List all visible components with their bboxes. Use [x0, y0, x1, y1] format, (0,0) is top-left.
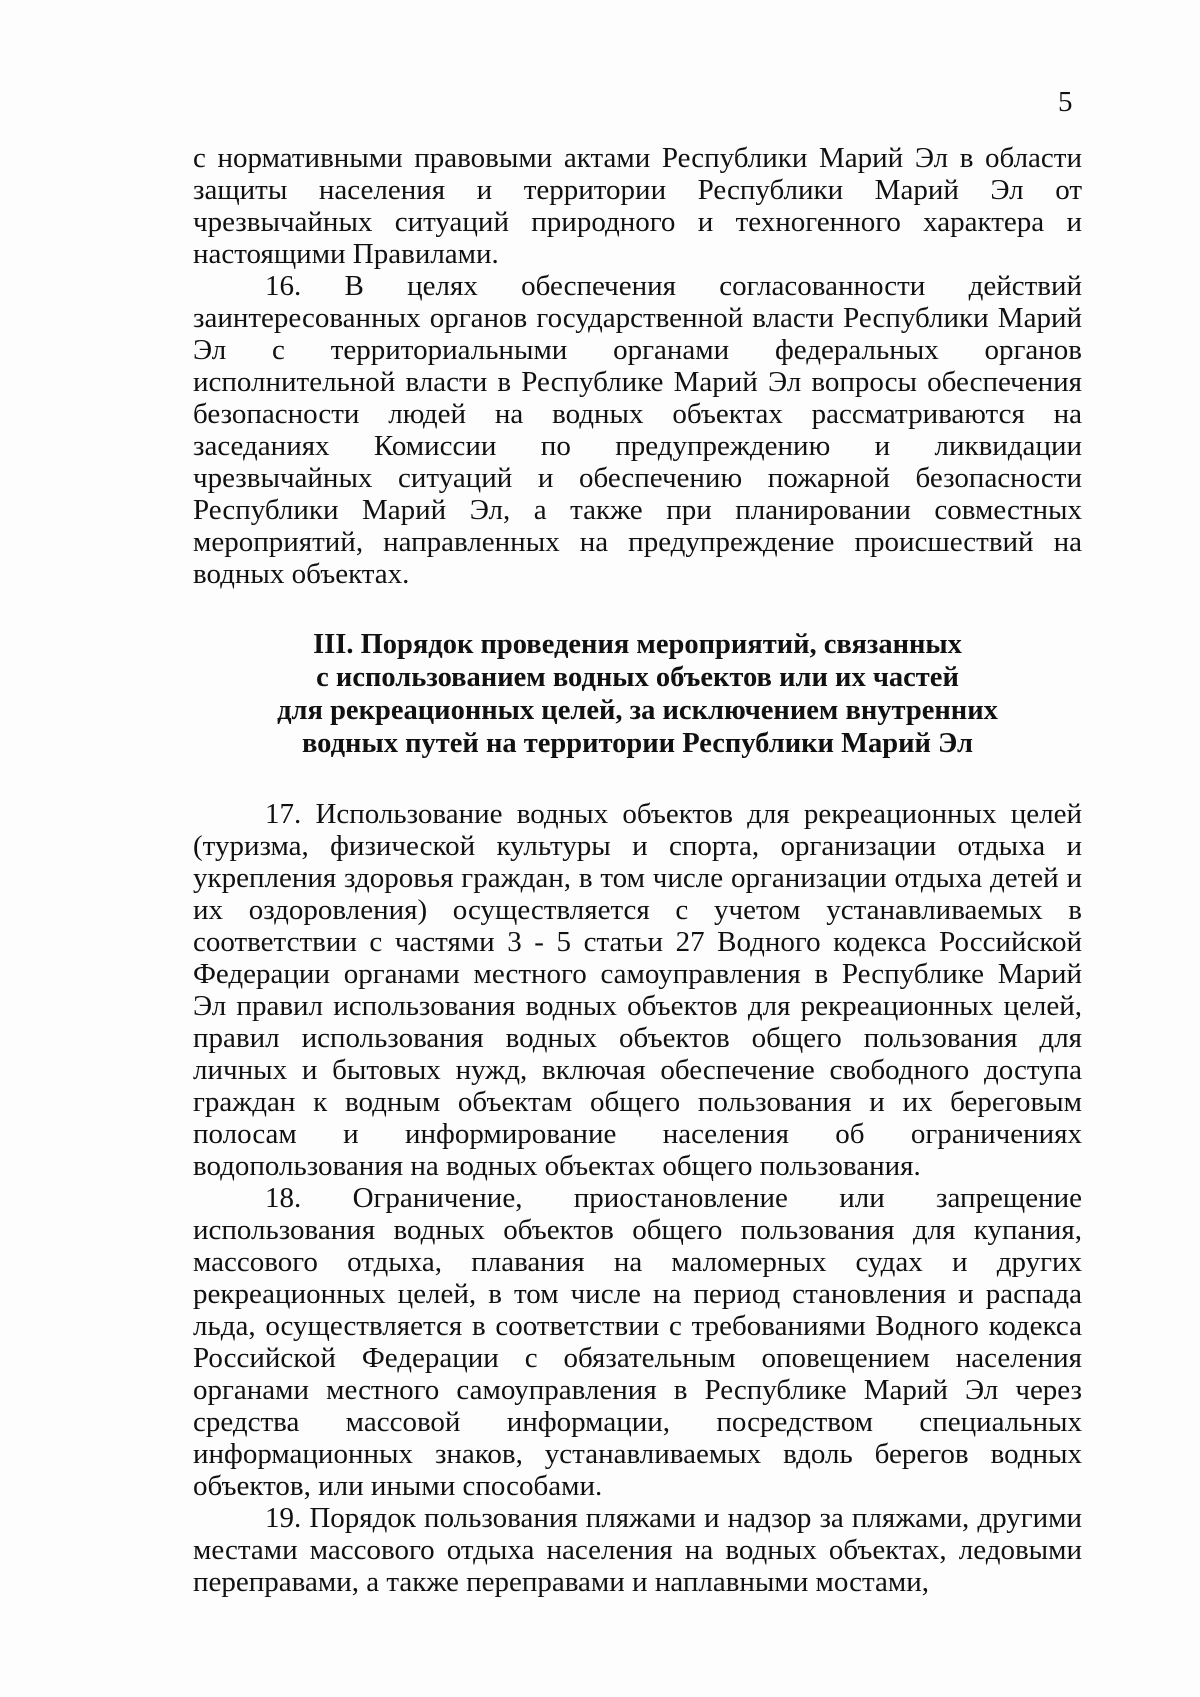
document-body [193, 142, 1082, 1598]
paragraph-17: 17. Использование водных объектов для рекреационных целей (туризма, физической культуры и спорта, организации отдыха и укрепления здоровья граждан, в том числе организации отдыха детей и их оздоровления) осуществляется с учетом устанавливаемых в соответствии с частями 3 - 5 статьи 27 Водного кодекса Российской Федерации органами местного самоуправления в Республике Марий Эл правил использования водных объектов для рекреационных целей, правил использования водных объектов общего пользования для личных и бытовых нужд, включая обеспечение свободного доступа граждан к водным объектам общего пользования и их береговым полосам и информирование населения об ограничениях водопользования на водных объектах общего пользования. [193, 798, 1082, 1182]
section-heading-line: III. Порядок проведения мероприятий, связанных [313, 629, 962, 660]
section-heading-line: с использованием водных объектов или их частей [316, 662, 959, 693]
paragraph-16: 16. В целях обеспечения согласованности действий заинтересованных органов государственной власти Республики Марий Эл с территориальными органами федеральных органов исполнительной власти в Республике Марий Эл вопросы обеспечения безопасности людей на водных объектах рассматриваются на заседаниях Комиссии по предупреждению и ликвидации чрезвычайных ситуаций и обеспечению пожарной безопасности Республики Марий Эл, а также при планировании совместных мероприятий, направленных на предупреждение происшествий на водных объектах. [193, 270, 1082, 590]
page-number: 5 [1058, 86, 1073, 118]
section-heading-line: для рекреационных целей, за исключением внутренних [277, 695, 998, 726]
paragraph-19: 19. Порядок пользования пляжами и надзор за пляжами, другими местами массового отдыха населения на водных объектах, ледовыми переправами, а также переправами и наплавными мостами, [193, 1502, 1082, 1598]
paragraph-18: 18. Ограничение, приостановление или запрещение использования водных объектов общего пользования для купания, массового отдыха, плавания на маломерных судах и других рекреационных целей, в том числе на период становления и распада льда, осуществляется в соответствии с требованиями Водного кодекса Российской Федерации с обязательным оповещением населения органами местного самоуправления в Республике Марий Эл через средства массовой информации, посредством специальных информационных знаков, устанавливаемых вдоль берегов водных объектов, или иными способами. [193, 1182, 1082, 1502]
paragraph-continuation: с нормативными правовыми актами Республики Марий Эл в области защиты населения и территории Республики Марий Эл от чрезвычайных ситуаций природного и техногенного характера и настоящими Правилами. [193, 142, 1082, 270]
section-heading [193, 628, 1082, 760]
section-heading-line: водных путей на территории Республики Марий Эл [301, 728, 974, 759]
